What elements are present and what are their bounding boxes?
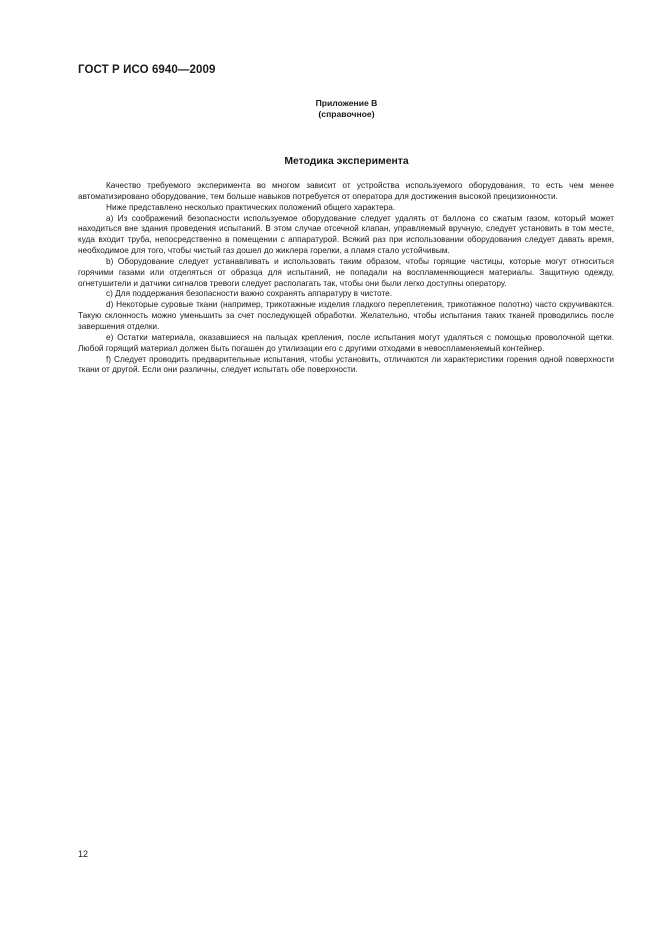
annex-title: Приложение В	[315, 98, 378, 108]
paragraph-general: Ниже представлено несколько практических положений общего характера.	[106, 202, 396, 212]
paragraph-item-b: b) Оборудование следует устанавливать и использовать таким образом, чтобы горящие частицы, которые могут относиться горячими газами или отделяться от образца для испытаний, не попадали на воспламеняющиеся материалы. Защитную одежду, огнетушители и датчики сигналов тревоги следует располагать так, чтобы они были легко доступны оператору.	[78, 256, 614, 288]
paragraph-item-d: d) Некоторые суровые ткани (например, трикотажные изделия гладкого переплетения, трикотажное полотно) часто скручиваются. Такую склонность можно уменьшить за счет последующей обработки. Желательно, чтобы испытания таких тканей проводились после завершения отделки.	[78, 300, 614, 331]
paragraph-item-c: с) Для поддержания безопасности важно сохранять аппаратуру в чистоте.	[106, 289, 393, 299]
page-number: 12	[78, 849, 89, 859]
document-header: ГОСТ Р ИСО 6940—2009	[78, 64, 216, 76]
paragraph-item-f: f) Следует проводить предварительные испытания, чтобы установить, отличаются ли характеристики горения одной поверхности ткани от другой. Если они различны, следует испытать обе поверхности.	[78, 354, 614, 375]
body-text	[78, 181, 614, 376]
annex-type: (справочное)	[318, 109, 375, 119]
paragraph-intro: Качество требуемого эксперимента во многом зависит от устройства используемого оборудования, то есть чем менее автоматизировано оборудование, тем больше навыков потребуется от оператора для достижения высокой прецизионности.	[78, 181, 614, 201]
paragraph-item-e: е) Остатки материала, оказавшиеся на пальцах крепления, после испытания могут удаляться с помощью проволочной щетки. Любой горящий материал должен быть погашен до утилизации его с другими отходами в невоспламеняемый контейнер.	[78, 332, 614, 353]
paragraph-item-a: а) Из соображений безопасности используемое оборудование следует удалять от баллона со сжатым газом, который может находиться вне здания проведения испытаний. В этом случае отсечной клапан, управляемый вручную, следует установить в том месте, куда входит труба, непосредственно в помещении с аппаратурой. Всякий раз при использовании оборудования следует давать время, необходимое для того, чтобы чистый газ дошел до жиклера горелки, а пламя стало устойчивым.	[78, 213, 614, 256]
section-title: Методика эксперимента	[284, 156, 409, 167]
